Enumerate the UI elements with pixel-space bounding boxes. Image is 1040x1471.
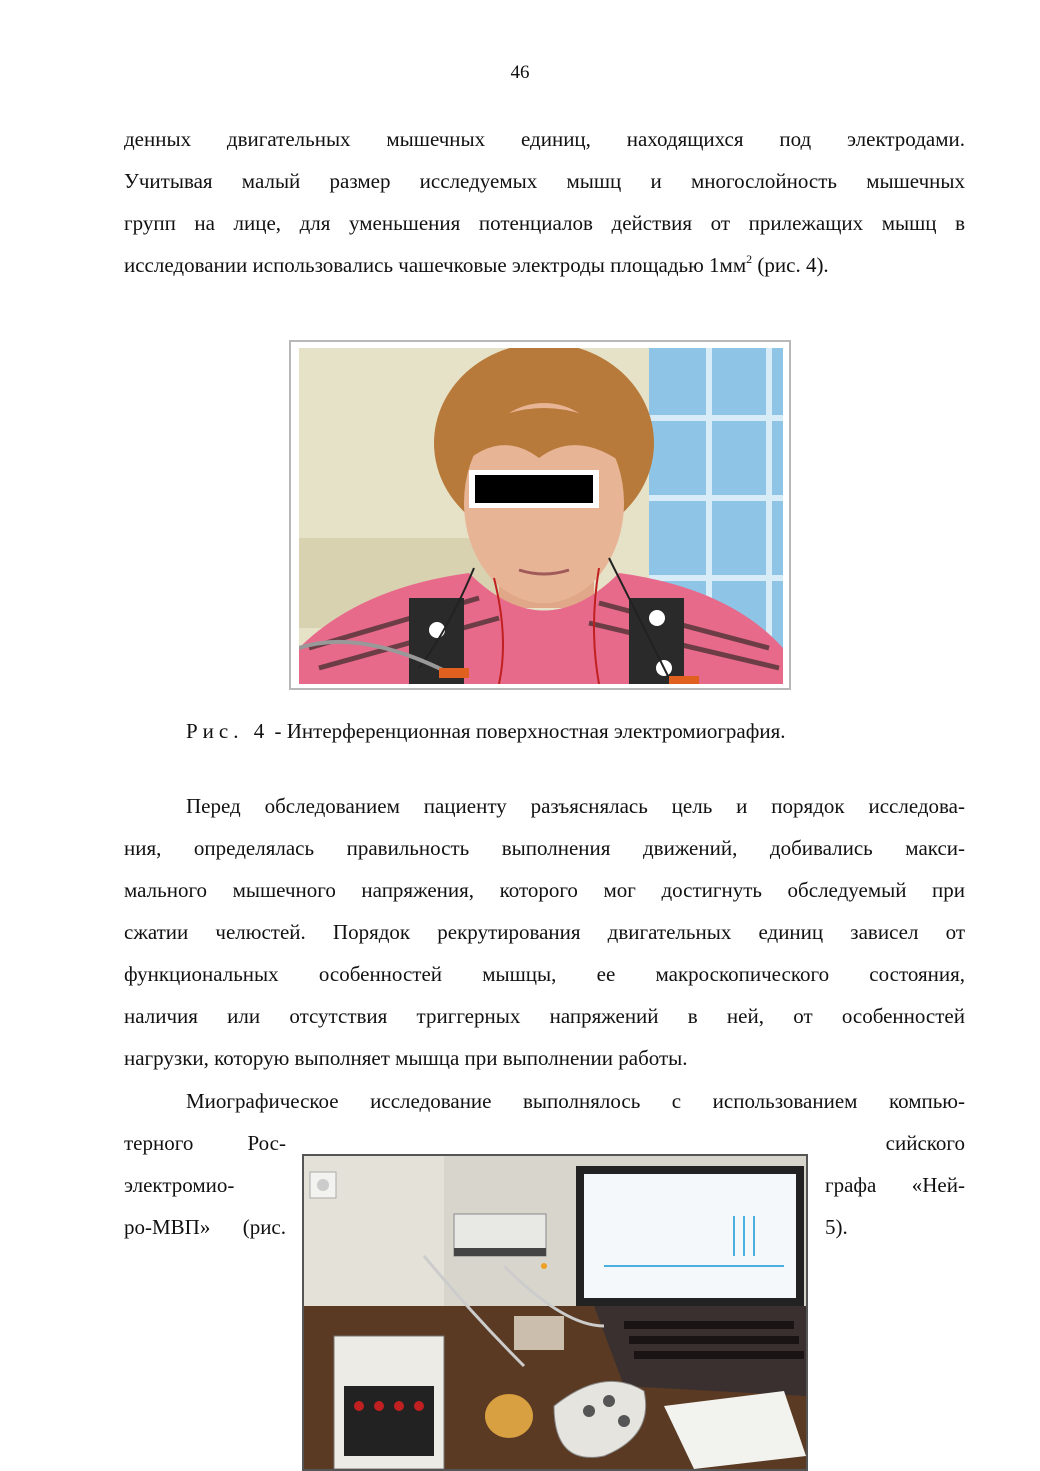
paragraph-2-line-7: нагрузки, которую выполняет мышца при выполнении работы.: [124, 1046, 688, 1070]
paragraph-1-line-4: [124, 244, 965, 286]
paragraph-2-line-4: сжатии челюстей. Порядок рекрутирования двигательных единиц зависел от: [124, 920, 965, 944]
figure-4-reference: (рис. 4).: [752, 253, 829, 277]
figure-4-photo: [289, 340, 791, 690]
paragraph-1-line-3: групп на лице, для уменьшения потенциалов действия от прилежащих мышц в: [124, 211, 965, 235]
paragraph-3: [124, 1080, 965, 1122]
paragraph-1-line-1: денных двигательных мышечных единиц, находящихся под электродами.: [124, 127, 965, 151]
wrap-left-line-3: ро-МВП» (рис.: [124, 1215, 286, 1239]
wrap-left-line-1-text: терного Рос-: [124, 1131, 286, 1155]
wrap-right-line-3: 5).: [825, 1215, 848, 1239]
figure-5-photo: [302, 1154, 808, 1471]
wrap-left-line-2: электромио-: [124, 1173, 235, 1197]
page-number: 46: [510, 62, 530, 83]
wrap-right-line-1: сийского: [885, 1131, 965, 1155]
superscript: 2: [746, 252, 753, 266]
paragraph-2-line-3: мального мышечного напряжения, которого мог достигнуть обследуемый при: [124, 878, 965, 902]
figure-5-image: [304, 1156, 806, 1469]
figure-4-image: [299, 348, 783, 684]
figure-4-label: Рис. 4: [186, 719, 270, 743]
paragraph-2-line-6: наличия или отсутствия триггерных напряжений в ней, от особенностей: [124, 1004, 965, 1028]
figure-4-caption-text: - Интерференционная поверхностная электромиография.: [269, 719, 786, 743]
paragraph-2-line-2: ния, определялась правильность выполнения движений, добивались макси-: [124, 836, 965, 860]
figure-4-caption: [186, 719, 786, 744]
paragraph-1: [124, 118, 965, 286]
paragraph-2-line-1: Перед обследованием пациенту разъяснялась цель и порядок исследова-: [186, 794, 965, 818]
wrap-right-line-2: графа «Ней-: [825, 1173, 965, 1197]
wrap-left-line-1: [124, 1122, 286, 1164]
paragraph-1-line-4-text: исследовании использовались чашечковые электроды площадью 1мм: [124, 253, 747, 277]
paragraph-2: [124, 785, 965, 1079]
paragraph-3-line-1: Миографическое исследование выполнялось с использованием компью-: [186, 1089, 965, 1113]
paragraph-1-line-2: Учитывая малый размер исследуемых мышц и многослойность мышечных: [124, 169, 965, 193]
paragraph-2-line-5: функциональных особенностей мышцы, ее макроскопического состояния,: [124, 962, 965, 986]
